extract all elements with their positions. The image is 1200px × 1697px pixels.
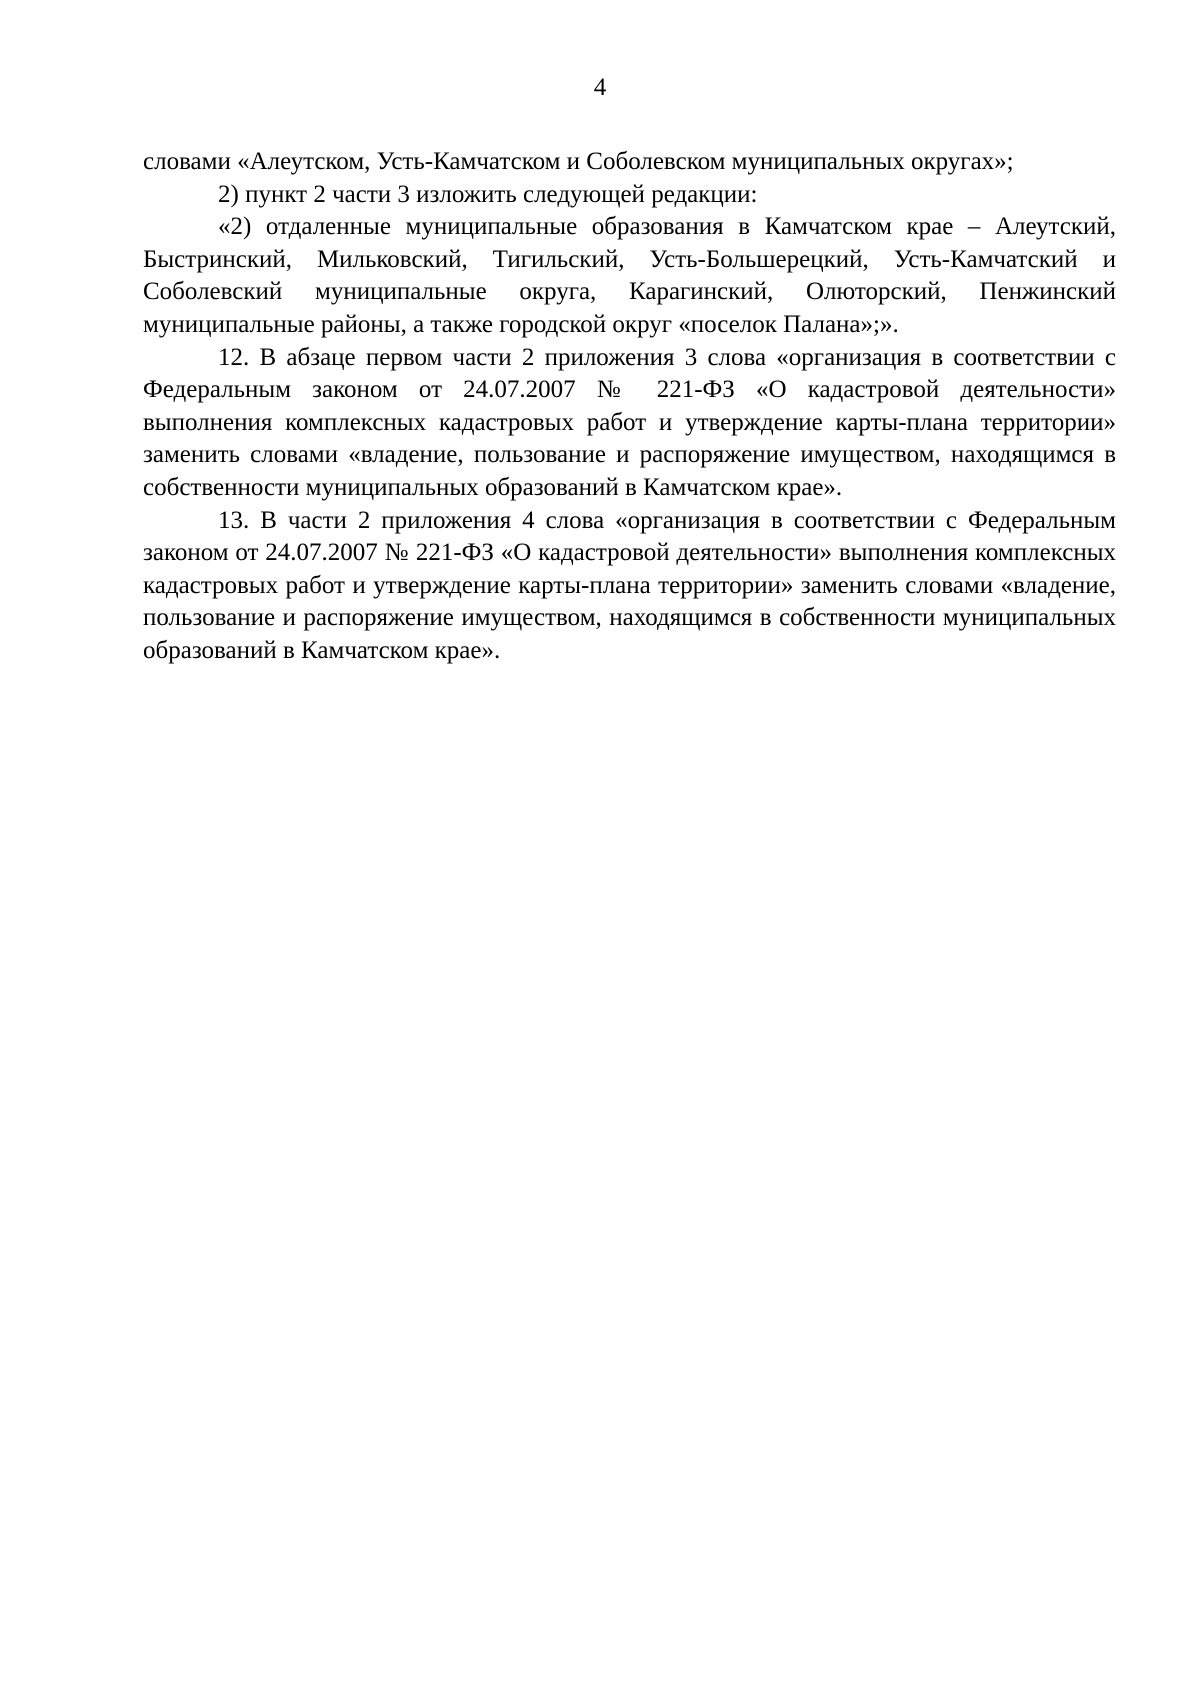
document-body [143, 146, 1116, 668]
paragraph-continuation: словами «Алеутском, Усть-Камчатском и Соболевском муниципальных округах»; [143, 148, 1014, 175]
paragraph-13: 13. В части 2 приложения 4 слова «организация в соответствии с Федеральным законом от 24.07.2007 № 221-ФЗ «О кадастровой деятельности» выполнения комплексных кадастровых работ и утверждение карты-плана территории» заменить словами «владение, пользование и распоряжение имуществом, находящимся в собственности муниципальных образований в Камчатском крае». [143, 506, 1116, 664]
paragraph-quoted-item-2: «2) отдаленные муниципальные образования в Камчатском крае – Алеутский, Быстринский, Мильковский, Тигильский, Усть-Большерецкий, Усть-Камчатский и Соболевский муниципальные округа, Карагинский, Олюторский, Пенжинский муниципальные районы, а также городской округ «поселок Палана»;». [143, 213, 1116, 338]
paragraph-12: 12. В абзаце первом части 2 приложения 3 слова «организация в соответствии с Федеральным законом от 24.07.2007 № 221-ФЗ «О кадастровой деятельности» выполнения комплексных кадастровых работ и утверждение карты-плана территории» заменить словами «владение, пользование и распоряжение имуществом, находящимся в собственности муниципальных образований в Камчатском крае». [143, 343, 1116, 501]
page-number: 4 [593, 74, 607, 101]
paragraph-item-2: 2) пункт 2 части 3 изложить следующей редакции: [218, 180, 758, 208]
